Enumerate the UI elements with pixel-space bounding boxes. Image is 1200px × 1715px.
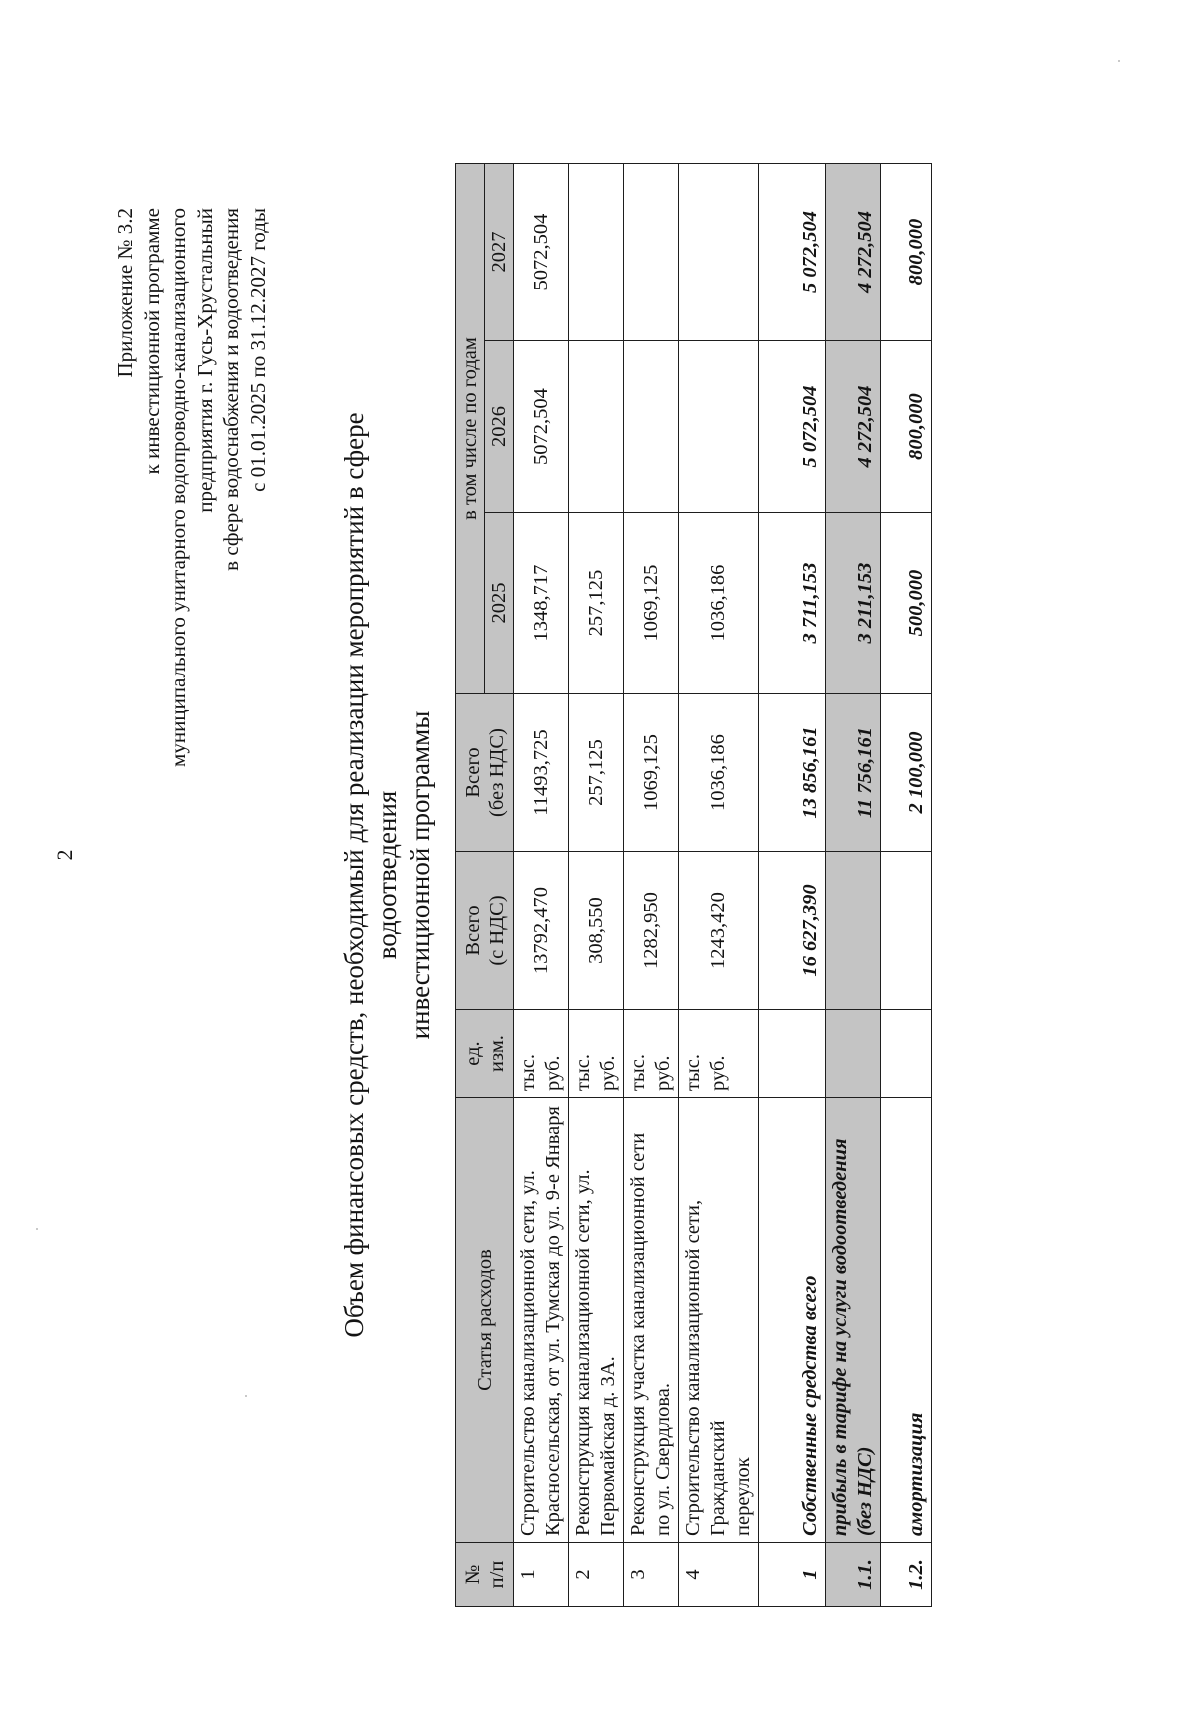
cell-2027: 5 072,504 xyxy=(759,164,826,341)
cell-total-with-vat: 308,550 xyxy=(569,852,624,1010)
unit-text: руб. xyxy=(707,1055,729,1091)
cell-total-with-vat: 16 627,390 xyxy=(759,852,826,1010)
cell-2027: 5072,504 xyxy=(514,164,569,341)
item-text: переулок xyxy=(732,1457,754,1536)
page-number: 2 xyxy=(52,849,77,861)
unit-text: руб. xyxy=(597,1055,619,1091)
cell-2026 xyxy=(624,341,679,513)
unit-text: тыс. xyxy=(682,1054,704,1091)
col-header-year: 2027 xyxy=(485,164,514,341)
cell-total-with-vat xyxy=(881,852,932,1010)
row-unit xyxy=(514,1010,569,1098)
total-row xyxy=(759,164,826,1607)
col-header-item: Статья расходов xyxy=(456,1098,514,1543)
col-header-by-years: в том числе по годам xyxy=(456,164,485,694)
cell-total-without-vat: 11493,725 xyxy=(514,694,569,852)
cell-total-with-vat: 1282,950 xyxy=(624,852,679,1010)
row-number: 3 xyxy=(624,1543,679,1607)
cell-2026: 800,000 xyxy=(881,341,932,513)
table-row xyxy=(569,164,624,1607)
row-item xyxy=(679,1098,759,1543)
title-line: инвестиционной программы xyxy=(405,710,435,1040)
row-unit xyxy=(826,1010,881,1098)
header-text: ед. xyxy=(461,1041,484,1066)
cell-2025: 3 711,153 xyxy=(759,513,826,694)
row-item: амортизация xyxy=(881,1098,932,1543)
header-text: изм. xyxy=(485,1035,508,1072)
row-item xyxy=(514,1098,569,1543)
col-header-year: 2026 xyxy=(485,341,514,513)
appendix-header xyxy=(112,208,271,767)
item-text: по ул. Свердлова. xyxy=(652,1382,674,1536)
row-item: Собственные средства всего xyxy=(759,1098,826,1543)
row-unit xyxy=(624,1010,679,1098)
header-line: муниципального унитарного водопроводно-канализационного xyxy=(166,208,190,767)
header-line: в сфере водоснабжения и водоотведения xyxy=(219,208,243,571)
cell-2027 xyxy=(624,164,679,341)
document-title xyxy=(338,370,437,1380)
cell-total-with-vat: 13792,470 xyxy=(514,852,569,1010)
cell-2027 xyxy=(569,164,624,341)
cell-2026: 5 072,504 xyxy=(759,341,826,513)
item-text: (без НДС) xyxy=(854,1446,876,1536)
item-text: Реконструкция канализационной сети, ул. xyxy=(572,1169,594,1536)
cell-total-without-vat: 1036,186 xyxy=(679,694,759,852)
row-unit xyxy=(881,1010,932,1098)
header-text: (без НДС) xyxy=(485,728,508,817)
row-item xyxy=(826,1098,881,1543)
unit-text: руб. xyxy=(652,1055,674,1091)
item-text: Красносельская, от ул. Тумская до ул. 9-е Января xyxy=(542,1106,564,1536)
row-unit xyxy=(759,1010,826,1098)
item-text: Строительство канализационной сети, ул. xyxy=(517,1170,539,1536)
item-text: Строительство канализационной сети, Гражданский xyxy=(682,1199,729,1536)
cell-total-without-vat: 1069,125 xyxy=(624,694,679,852)
cell-total-without-vat: 11 756,161 xyxy=(826,694,881,852)
col-header-year: 2025 xyxy=(485,513,514,694)
cell-2026: 5072,504 xyxy=(514,341,569,513)
table-row xyxy=(624,164,679,1607)
total-row xyxy=(881,164,932,1607)
row-number: 4 xyxy=(679,1543,759,1607)
cell-2026: 4 272,504 xyxy=(826,341,881,513)
header-text: (с НДС) xyxy=(485,895,508,966)
row-number: 1 xyxy=(759,1543,826,1607)
cell-2027: 4 272,504 xyxy=(826,164,881,341)
row-number: 1 xyxy=(514,1543,569,1607)
item-text: Первомайская д. 3А. xyxy=(597,1356,619,1536)
row-number: 1.1. xyxy=(826,1543,881,1607)
cell-2027: 800,000 xyxy=(881,164,932,341)
header-text: № xyxy=(461,1564,484,1585)
cell-2027 xyxy=(679,164,759,341)
title-line: Объем финансовых средств, необходимый для реализации мероприятий в сфере водоотведения xyxy=(339,412,402,1338)
header-text: п/п xyxy=(485,1560,508,1589)
unit-text: тыс. xyxy=(572,1054,594,1091)
total-row xyxy=(826,164,881,1607)
cell-2025: 1348,717 xyxy=(514,513,569,694)
table-row xyxy=(679,164,759,1607)
unit-text: тыс. xyxy=(517,1054,539,1091)
cell-2025: 1069,125 xyxy=(624,513,679,694)
unit-text: руб. xyxy=(542,1055,564,1091)
col-header-total-with-vat xyxy=(456,852,514,1010)
cell-2025: 3 211,153 xyxy=(826,513,881,694)
row-number: 1.2. xyxy=(881,1543,932,1607)
header-line: предприятия г. Гусь-Хрустальный xyxy=(192,208,217,513)
header-text: Всего xyxy=(461,747,484,798)
cell-2025: 257,125 xyxy=(569,513,624,694)
table-row xyxy=(514,164,569,1607)
cell-total-without-vat: 257,125 xyxy=(569,694,624,852)
unit-text: тыс. xyxy=(627,1054,649,1091)
header-row xyxy=(456,164,485,1607)
item-text: Реконструкция участка канализационной сети xyxy=(627,1132,649,1536)
row-item xyxy=(569,1098,624,1543)
header-text: Всего xyxy=(461,905,484,956)
row-item xyxy=(624,1098,679,1543)
col-header-unit xyxy=(456,1010,514,1098)
row-unit xyxy=(569,1010,624,1098)
item-text: прибыль в тарифе на услуги водоотведения xyxy=(829,1138,851,1536)
row-unit xyxy=(679,1010,759,1098)
header-line: Приложение № 3.2 xyxy=(113,208,137,378)
cell-2026 xyxy=(679,341,759,513)
cell-2025: 1036,186 xyxy=(679,513,759,694)
cell-2026 xyxy=(569,341,624,513)
row-number: 2 xyxy=(569,1543,624,1607)
cell-total-with-vat xyxy=(826,852,881,1010)
cell-total-without-vat: 2 100,000 xyxy=(881,694,932,852)
header-line: с 01.01.2025 по 31.12.2027 годы xyxy=(245,208,270,492)
col-header-number xyxy=(456,1543,514,1607)
header-line: к инвестиционной программе xyxy=(139,208,164,475)
cell-total-without-vat: 13 856,161 xyxy=(759,694,826,852)
col-header-total-without-vat xyxy=(456,694,514,852)
cell-2025: 500,000 xyxy=(881,513,932,694)
cell-total-with-vat: 1243,420 xyxy=(679,852,759,1010)
financing-table xyxy=(455,163,932,1607)
